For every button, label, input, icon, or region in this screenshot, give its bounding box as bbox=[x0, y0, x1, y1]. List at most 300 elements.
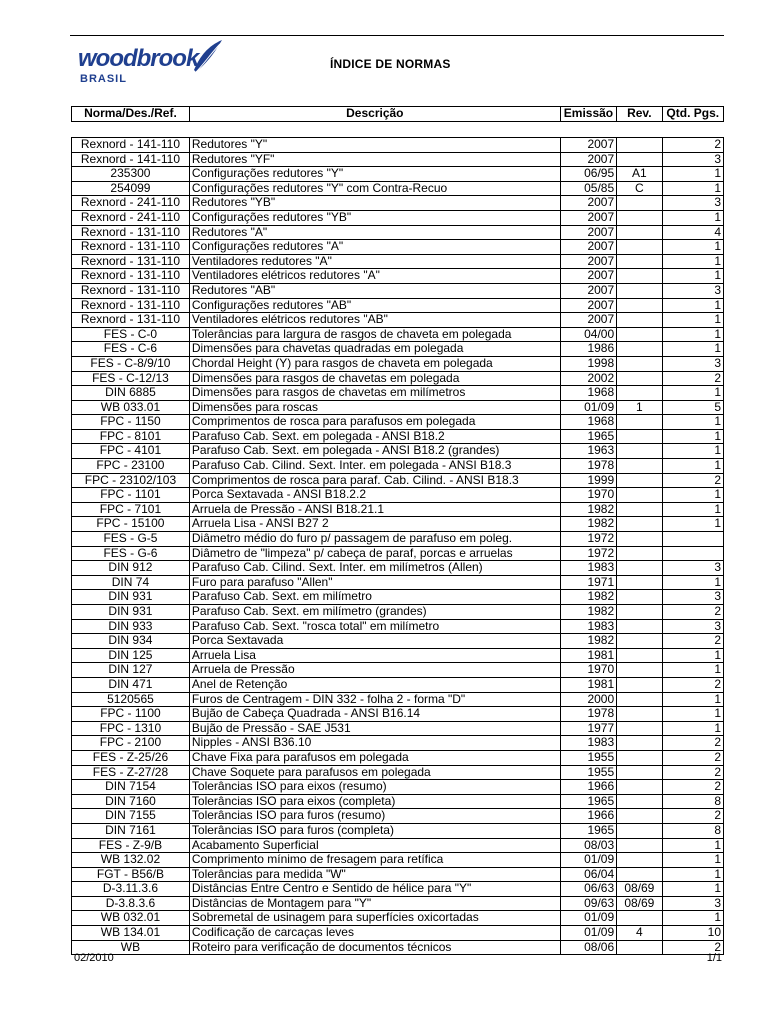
table-row bbox=[72, 356, 724, 371]
cell-rev bbox=[617, 138, 662, 153]
woodbrook-logo bbox=[76, 36, 226, 86]
cell-descricao: Arruela Lisa - ANSI B27 2 bbox=[189, 517, 560, 532]
cell-emissao: 2007 bbox=[560, 298, 616, 313]
cell-descricao: Chave Fixa para parafusos em polegada bbox=[189, 750, 560, 765]
table-row bbox=[72, 444, 724, 459]
table-row bbox=[72, 517, 724, 532]
cell-descricao: Redutores "A" bbox=[189, 225, 560, 240]
cell-norma: 254099 bbox=[72, 181, 190, 196]
table-row bbox=[72, 896, 724, 911]
cell-emissao: 2007 bbox=[560, 196, 616, 211]
cell-qtd-pgs: 1 bbox=[662, 415, 724, 430]
cell-norma: DIN 7154 bbox=[72, 780, 190, 795]
cell-descricao: Arruela de Pressão - ANSI B18.21.1 bbox=[189, 502, 560, 517]
cell-descricao: Tolerâncias ISO para furos (resumo) bbox=[189, 809, 560, 824]
cell-descricao: Configurações redutores "A" bbox=[189, 240, 560, 255]
cell-emissao: 2007 bbox=[560, 210, 616, 225]
cell-descricao: Ventiladores redutores "A" bbox=[189, 254, 560, 269]
cell-descricao: Parafuso Cab. Sext. em milímetro (grandes) bbox=[189, 605, 560, 620]
cell-descricao: Parafuso Cab. Sext. em milímetro bbox=[189, 590, 560, 605]
table-row bbox=[72, 575, 724, 590]
table-row bbox=[72, 386, 724, 401]
cell-qtd-pgs: 1 bbox=[662, 867, 724, 882]
cell-descricao: Furo para parafuso "Allen" bbox=[189, 575, 560, 590]
cell-norma: Rexnord - 141-110 bbox=[72, 138, 190, 153]
cell-qtd-pgs: 1 bbox=[662, 692, 724, 707]
page-title: ÍNDICE DE NORMAS bbox=[330, 57, 451, 71]
cell-qtd-pgs: 1 bbox=[662, 838, 724, 853]
cell-descricao: Sobremetal de usinagem para superfícies oxicortadas bbox=[189, 911, 560, 926]
cell-emissao: 1982 bbox=[560, 517, 616, 532]
table-row bbox=[72, 765, 724, 780]
cell-emissao: 1983 bbox=[560, 561, 616, 576]
cell-rev bbox=[617, 809, 662, 824]
cell-emissao: 06/04 bbox=[560, 867, 616, 882]
cell-norma: 5120565 bbox=[72, 692, 190, 707]
cell-norma: FES - C-12/13 bbox=[72, 371, 190, 386]
cell-qtd-pgs: 8 bbox=[662, 794, 724, 809]
cell-descricao: Tolerâncias para medida "W" bbox=[189, 867, 560, 882]
cell-qtd-pgs: 8 bbox=[662, 823, 724, 838]
table-row bbox=[72, 605, 724, 620]
cell-emissao: 01/09 bbox=[560, 926, 616, 941]
cell-descricao: Furos de Centragem - DIN 332 - folha 2 - forma "D" bbox=[189, 692, 560, 707]
cell-norma: Rexnord - 131-110 bbox=[72, 269, 190, 284]
cell-norma: FPC - 1100 bbox=[72, 707, 190, 722]
cell-rev: 08/69 bbox=[617, 896, 662, 911]
table-row bbox=[72, 225, 724, 240]
table-row bbox=[72, 181, 724, 196]
table-row bbox=[72, 254, 724, 269]
table-row bbox=[72, 561, 724, 576]
cell-emissao: 01/09 bbox=[560, 400, 616, 415]
cell-norma: WB bbox=[72, 940, 190, 955]
cell-qtd-pgs: 2 bbox=[662, 473, 724, 488]
norms-table bbox=[71, 137, 724, 955]
cell-qtd-pgs: 3 bbox=[662, 283, 724, 298]
cell-norma: FES - Z-9/B bbox=[72, 838, 190, 853]
cell-descricao: Parafuso Cab. Sext. em polegada - ANSI B18.2 (grandes) bbox=[189, 444, 560, 459]
cell-descricao: Parafuso Cab. Sext. "rosca total" em milímetro bbox=[189, 619, 560, 634]
cell-rev bbox=[617, 853, 662, 868]
table-row bbox=[72, 313, 724, 328]
cell-descricao: Distâncias de Montagem para "Y" bbox=[189, 896, 560, 911]
cell-norma: FES - G-6 bbox=[72, 546, 190, 561]
cell-rev: 08/69 bbox=[617, 882, 662, 897]
table-row bbox=[72, 210, 724, 225]
cell-descricao: Porca Sextavada bbox=[189, 634, 560, 649]
cell-qtd-pgs: 3 bbox=[662, 196, 724, 211]
cell-rev bbox=[617, 269, 662, 284]
cell-norma: DIN 934 bbox=[72, 634, 190, 649]
table-row bbox=[72, 502, 724, 517]
table-row bbox=[72, 371, 724, 386]
cell-qtd-pgs: 1 bbox=[662, 648, 724, 663]
cell-rev bbox=[617, 459, 662, 474]
cell-descricao: Configurações redutores "AB" bbox=[189, 298, 560, 313]
cell-rev bbox=[617, 736, 662, 751]
cell-descricao: Dimensões para roscas bbox=[189, 400, 560, 415]
cell-norma: FES - Z-27/28 bbox=[72, 765, 190, 780]
cell-emissao: 1972 bbox=[560, 546, 616, 561]
cell-qtd-pgs: 2 bbox=[662, 780, 724, 795]
cell-norma: Rexnord - 131-110 bbox=[72, 298, 190, 313]
cell-rev bbox=[617, 298, 662, 313]
cell-descricao: Tolerâncias ISO para eixos (resumo) bbox=[189, 780, 560, 795]
cell-descricao: Dimensões para rasgos de chavetas em polegada bbox=[189, 371, 560, 386]
cell-descricao: Ventiladores elétricos redutores "A" bbox=[189, 269, 560, 284]
cell-emissao: 1955 bbox=[560, 765, 616, 780]
cell-qtd-pgs: 2 bbox=[662, 371, 724, 386]
cell-emissao: 2007 bbox=[560, 283, 616, 298]
cell-qtd-pgs: 1 bbox=[662, 488, 724, 503]
cell-norma: FES - C-8/9/10 bbox=[72, 356, 190, 371]
cell-rev bbox=[617, 561, 662, 576]
cell-qtd-pgs: 1 bbox=[662, 882, 724, 897]
cell-rev bbox=[617, 240, 662, 255]
cell-rev bbox=[617, 225, 662, 240]
cell-qtd-pgs: 1 bbox=[662, 342, 724, 357]
cell-emissao: 09/63 bbox=[560, 896, 616, 911]
table-row bbox=[72, 911, 724, 926]
cell-emissao: 04/00 bbox=[560, 327, 616, 342]
cell-descricao: Distâncias Entre Centro e Sentido de hélice para "Y" bbox=[189, 882, 560, 897]
cell-qtd-pgs: 1 bbox=[662, 240, 724, 255]
cell-rev bbox=[617, 590, 662, 605]
cell-qtd-pgs: 1 bbox=[662, 386, 724, 401]
table-row bbox=[72, 283, 724, 298]
cell-rev bbox=[617, 532, 662, 547]
cell-descricao: Diâmetro de "limpeza" p/ cabeça de paraf, porcas e arruelas bbox=[189, 546, 560, 561]
cell-rev bbox=[617, 794, 662, 809]
table-row bbox=[72, 400, 724, 415]
cell-emissao: 01/09 bbox=[560, 911, 616, 926]
cell-emissao: 1971 bbox=[560, 575, 616, 590]
table-row bbox=[72, 707, 724, 722]
table-row bbox=[72, 415, 724, 430]
cell-qtd-pgs: 1 bbox=[662, 210, 724, 225]
cell-emissao: 1982 bbox=[560, 605, 616, 620]
table-header bbox=[71, 106, 724, 122]
cell-descricao: Bujão de Pressão - SAE J531 bbox=[189, 721, 560, 736]
cell-norma: D-3.8.3.6 bbox=[72, 896, 190, 911]
cell-qtd-pgs: 1 bbox=[662, 721, 724, 736]
cell-norma: Rexnord - 131-110 bbox=[72, 240, 190, 255]
cell-descricao: Diâmetro médio do furo p/ passagem de parafuso em poleg. bbox=[189, 532, 560, 547]
cell-norma: FGT - B56/B bbox=[72, 867, 190, 882]
table-row bbox=[72, 152, 724, 167]
cell-emissao: 2000 bbox=[560, 692, 616, 707]
cell-rev: A1 bbox=[617, 167, 662, 182]
cell-descricao: Redutores "YF" bbox=[189, 152, 560, 167]
table-row bbox=[72, 736, 724, 751]
table-row bbox=[72, 648, 724, 663]
cell-rev bbox=[617, 342, 662, 357]
cell-emissao: 1963 bbox=[560, 444, 616, 459]
cell-rev bbox=[617, 721, 662, 736]
table-row bbox=[72, 882, 724, 897]
cell-norma: DIN 471 bbox=[72, 677, 190, 692]
cell-descricao: Dimensões para rasgos de chavetas em milímetros bbox=[189, 386, 560, 401]
cell-norma: Rexnord - 241-110 bbox=[72, 210, 190, 225]
col-norma: Norma/Des./Ref. bbox=[72, 107, 190, 122]
cell-qtd-pgs: 2 bbox=[662, 634, 724, 649]
cell-norma: FES - C-6 bbox=[72, 342, 190, 357]
cell-emissao: 2007 bbox=[560, 138, 616, 153]
table-row bbox=[72, 692, 724, 707]
cell-qtd-pgs: 2 bbox=[662, 765, 724, 780]
table-row bbox=[72, 794, 724, 809]
cell-qtd-pgs: 10 bbox=[662, 926, 724, 941]
cell-descricao: Tolerâncias ISO para furos (completa) bbox=[189, 823, 560, 838]
table-row bbox=[72, 634, 724, 649]
cell-qtd-pgs: 3 bbox=[662, 561, 724, 576]
cell-qtd-pgs: 1 bbox=[662, 298, 724, 313]
table-row bbox=[72, 677, 724, 692]
table-row bbox=[72, 940, 724, 955]
cell-qtd-pgs: 1 bbox=[662, 502, 724, 517]
cell-rev: 4 bbox=[617, 926, 662, 941]
cell-norma: DIN 7155 bbox=[72, 809, 190, 824]
cell-rev bbox=[617, 283, 662, 298]
cell-emissao: 1978 bbox=[560, 707, 616, 722]
cell-descricao: Ventiladores elétricos redutores "AB" bbox=[189, 313, 560, 328]
cell-emissao: 2007 bbox=[560, 152, 616, 167]
cell-qtd-pgs: 3 bbox=[662, 619, 724, 634]
table-row bbox=[72, 838, 724, 853]
cell-rev bbox=[617, 210, 662, 225]
cell-norma: FES - G-5 bbox=[72, 532, 190, 547]
cell-norma: FES - Z-25/26 bbox=[72, 750, 190, 765]
cell-norma: DIN 6885 bbox=[72, 386, 190, 401]
cell-rev bbox=[617, 386, 662, 401]
cell-norma: FPC - 1101 bbox=[72, 488, 190, 503]
cell-emissao: 2002 bbox=[560, 371, 616, 386]
cell-descricao: Redutores "YB" bbox=[189, 196, 560, 211]
cell-norma: DIN 931 bbox=[72, 605, 190, 620]
cell-rev bbox=[617, 940, 662, 955]
cell-rev bbox=[617, 823, 662, 838]
table-row bbox=[72, 809, 724, 824]
cell-emissao: 06/95 bbox=[560, 167, 616, 182]
header-row bbox=[72, 107, 724, 122]
cell-rev: 1 bbox=[617, 400, 662, 415]
cell-rev bbox=[617, 867, 662, 882]
cell-qtd-pgs: 1 bbox=[662, 327, 724, 342]
cell-rev bbox=[617, 634, 662, 649]
table-row bbox=[72, 663, 724, 678]
cell-emissao: 2007 bbox=[560, 225, 616, 240]
cell-rev bbox=[617, 838, 662, 853]
cell-qtd-pgs: 2 bbox=[662, 736, 724, 751]
cell-rev bbox=[617, 677, 662, 692]
cell-norma: DIN 74 bbox=[72, 575, 190, 590]
cell-emissao: 1966 bbox=[560, 809, 616, 824]
cell-emissao: 06/63 bbox=[560, 882, 616, 897]
table-row bbox=[72, 429, 724, 444]
cell-descricao: Dimensões para chavetas quadradas em polegada bbox=[189, 342, 560, 357]
cell-qtd-pgs: 1 bbox=[662, 181, 724, 196]
cell-rev bbox=[617, 327, 662, 342]
cell-qtd-pgs: 2 bbox=[662, 138, 724, 153]
cell-norma: DIN 931 bbox=[72, 590, 190, 605]
cell-emissao: 2007 bbox=[560, 269, 616, 284]
cell-emissao: 1978 bbox=[560, 459, 616, 474]
cell-norma: 235300 bbox=[72, 167, 190, 182]
cell-rev bbox=[617, 473, 662, 488]
cell-qtd-pgs: 1 bbox=[662, 663, 724, 678]
cell-descricao: Acabamento Superficial bbox=[189, 838, 560, 853]
cell-descricao: Comprimentos de rosca para paraf. Cab. Cilind. - ANSI B18.3 bbox=[189, 473, 560, 488]
cell-qtd-pgs: 2 bbox=[662, 677, 724, 692]
cell-qtd-pgs: 1 bbox=[662, 911, 724, 926]
cell-qtd-pgs: 1 bbox=[662, 459, 724, 474]
cell-emissao: 2007 bbox=[560, 240, 616, 255]
cell-norma: WB 134.01 bbox=[72, 926, 190, 941]
cell-emissao: 1986 bbox=[560, 342, 616, 357]
cell-rev bbox=[617, 415, 662, 430]
cell-emissao: 08/06 bbox=[560, 940, 616, 955]
cell-descricao: Nipples - ANSI B36.10 bbox=[189, 736, 560, 751]
cell-rev bbox=[617, 371, 662, 386]
table-row bbox=[72, 240, 724, 255]
cell-descricao: Porca Sextavada - ANSI B18.2.2 bbox=[189, 488, 560, 503]
cell-emissao: 1965 bbox=[560, 823, 616, 838]
table-row bbox=[72, 488, 724, 503]
table-row bbox=[72, 532, 724, 547]
cell-emissao: 1982 bbox=[560, 590, 616, 605]
cell-descricao: Comprimento mínimo de fresagem para retífica bbox=[189, 853, 560, 868]
cell-emissao: 1970 bbox=[560, 488, 616, 503]
table-row bbox=[72, 167, 724, 182]
cell-emissao: 1999 bbox=[560, 473, 616, 488]
cell-norma: WB 033.01 bbox=[72, 400, 190, 415]
cell-emissao: 1983 bbox=[560, 736, 616, 751]
cell-qtd-pgs: 3 bbox=[662, 356, 724, 371]
cell-rev bbox=[617, 707, 662, 722]
cell-norma: D-3.11.3.6 bbox=[72, 882, 190, 897]
cell-norma: Rexnord - 241-110 bbox=[72, 196, 190, 211]
cell-descricao: Tolerâncias para largura de rasgos de chaveta em polegada bbox=[189, 327, 560, 342]
table-row bbox=[72, 473, 724, 488]
cell-emissao: 1972 bbox=[560, 532, 616, 547]
cell-norma: WB 032.01 bbox=[72, 911, 190, 926]
table-row bbox=[72, 269, 724, 284]
cell-qtd-pgs: 1 bbox=[662, 707, 724, 722]
table-row bbox=[72, 327, 724, 342]
cell-descricao: Configurações redutores "Y" bbox=[189, 167, 560, 182]
cell-emissao: 1982 bbox=[560, 634, 616, 649]
cell-emissao: 1968 bbox=[560, 415, 616, 430]
cell-descricao: Chordal Height (Y) para rasgos de chaveta em polegada bbox=[189, 356, 560, 371]
cell-rev bbox=[617, 313, 662, 328]
cell-norma: FPC - 15100 bbox=[72, 517, 190, 532]
cell-rev bbox=[617, 546, 662, 561]
cell-norma: FPC - 23100 bbox=[72, 459, 190, 474]
footer-page: 1/1 bbox=[706, 952, 722, 964]
cell-descricao: Configurações redutores "YB" bbox=[189, 210, 560, 225]
table-row bbox=[72, 196, 724, 211]
cell-rev bbox=[617, 780, 662, 795]
cell-qtd-pgs: 2 bbox=[662, 809, 724, 824]
cell-emissao: 2007 bbox=[560, 254, 616, 269]
cell-qtd-pgs: 1 bbox=[662, 853, 724, 868]
cell-rev bbox=[617, 911, 662, 926]
cell-norma: Rexnord - 141-110 bbox=[72, 152, 190, 167]
cell-emissao: 1966 bbox=[560, 780, 616, 795]
cell-emissao: 2007 bbox=[560, 313, 616, 328]
cell-rev bbox=[617, 502, 662, 517]
cell-qtd-pgs: 3 bbox=[662, 152, 724, 167]
cell-norma: FPC - 7101 bbox=[72, 502, 190, 517]
cell-rev bbox=[617, 429, 662, 444]
cell-descricao: Redutores "Y" bbox=[189, 138, 560, 153]
logo-sub: BRASIL bbox=[80, 73, 127, 85]
cell-rev bbox=[617, 663, 662, 678]
cell-descricao: Parafuso Cab. Cilind. Sext. Inter. em polegada - ANSI B18.3 bbox=[189, 459, 560, 474]
table-row bbox=[72, 867, 724, 882]
table-row bbox=[72, 590, 724, 605]
cell-descricao: Parafuso Cab. Sext. em polegada - ANSI B18.2 bbox=[189, 429, 560, 444]
cell-emissao: 05/85 bbox=[560, 181, 616, 196]
cell-qtd-pgs bbox=[662, 532, 724, 547]
cell-qtd-pgs: 5 bbox=[662, 400, 724, 415]
cell-rev bbox=[617, 575, 662, 590]
cell-norma: FPC - 4101 bbox=[72, 444, 190, 459]
cell-descricao: Roteiro para verificação de documentos técnicos bbox=[189, 940, 560, 955]
cell-norma: Rexnord - 131-110 bbox=[72, 283, 190, 298]
cell-emissao: 1981 bbox=[560, 648, 616, 663]
col-emissao: Emissão bbox=[560, 107, 616, 122]
cell-descricao: Arruela Lisa bbox=[189, 648, 560, 663]
cell-norma: Rexnord - 131-110 bbox=[72, 225, 190, 240]
cell-qtd-pgs: 1 bbox=[662, 575, 724, 590]
cell-qtd-pgs: 2 bbox=[662, 750, 724, 765]
table-row bbox=[72, 750, 724, 765]
cell-rev bbox=[617, 254, 662, 269]
cell-norma: DIN 7160 bbox=[72, 794, 190, 809]
cell-emissao: 1965 bbox=[560, 429, 616, 444]
cell-descricao: Configurações redutores "Y" com Contra-Recuo bbox=[189, 181, 560, 196]
cell-rev bbox=[617, 692, 662, 707]
cell-rev bbox=[617, 196, 662, 211]
cell-qtd-pgs: 1 bbox=[662, 167, 724, 182]
cell-norma: DIN 125 bbox=[72, 648, 190, 663]
cell-norma: Rexnord - 131-110 bbox=[72, 254, 190, 269]
cell-descricao: Redutores "AB" bbox=[189, 283, 560, 298]
cell-qtd-pgs bbox=[662, 546, 724, 561]
cell-descricao: Arruela de Pressão bbox=[189, 663, 560, 678]
cell-descricao: Parafuso Cab. Cilind. Sext. Inter. em milímetros (Allen) bbox=[189, 561, 560, 576]
cell-norma: FES - C-0 bbox=[72, 327, 190, 342]
cell-emissao: 1970 bbox=[560, 663, 616, 678]
table-row bbox=[72, 853, 724, 868]
cell-qtd-pgs: 2 bbox=[662, 940, 724, 955]
cell-norma: DIN 912 bbox=[72, 561, 190, 576]
table-row bbox=[72, 459, 724, 474]
cell-qtd-pgs: 1 bbox=[662, 444, 724, 459]
table-row bbox=[72, 298, 724, 313]
cell-descricao: Chave Soquete para parafusos em polegada bbox=[189, 765, 560, 780]
cell-qtd-pgs: 1 bbox=[662, 429, 724, 444]
cell-norma: FPC - 1310 bbox=[72, 721, 190, 736]
cell-emissao: 01/09 bbox=[560, 853, 616, 868]
logo-wordmark: woodbrook bbox=[78, 45, 199, 72]
cell-norma: DIN 127 bbox=[72, 663, 190, 678]
table-row bbox=[72, 619, 724, 634]
cell-norma: FPC - 2100 bbox=[72, 736, 190, 751]
cell-rev bbox=[617, 619, 662, 634]
